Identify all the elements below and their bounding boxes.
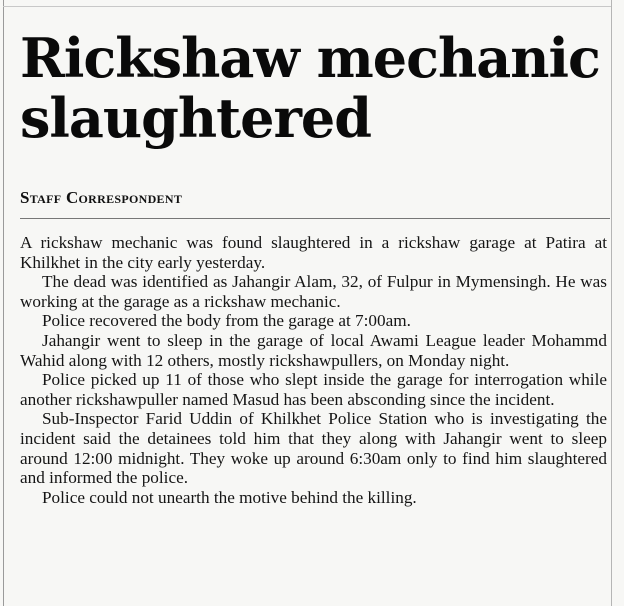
paragraph: Police could not unearth the motive behind the killing. xyxy=(42,487,417,507)
article-body xyxy=(20,233,607,507)
column-rule-left xyxy=(3,0,4,606)
paragraph: The dead was identified as Jahangir Alam, 32, of Fulpur in Mymensingh. He was working at the garage as a rickshaw mechanic. xyxy=(20,272,607,311)
column-rule-top xyxy=(3,6,612,7)
byline: Staff Correspondent xyxy=(20,188,183,207)
paragraph: Police recovered the body from the garage at 7:00am. xyxy=(42,311,411,331)
byline-divider xyxy=(20,218,610,219)
headline: Rickshaw mechanic slaughtered xyxy=(20,26,600,150)
paragraph: A rickshaw mechanic was found slaughtered in a rickshaw garage at Patira at Khilkhet in the city early yesterday. xyxy=(20,233,607,272)
paragraph: Police picked up 11 of those who slept inside the garage for interrogation while another rickshawpuller named Masud has been absconding since the incident. xyxy=(20,370,607,409)
paragraph: Jahangir went to sleep in the garage of local Awami League leader Mohammd Wahid along with 12 others, mostly rickshawpullers, on Monday night. xyxy=(20,330,607,370)
paragraph: Sub-Inspector Farid Uddin of Khilkhet Police Station who is investigating the incident said the detainees told him that they along with Jahangir went to sleep around 12:00 midnight. They woke up around 6:30am only to find him slaughtered and informed the police. xyxy=(20,409,607,488)
